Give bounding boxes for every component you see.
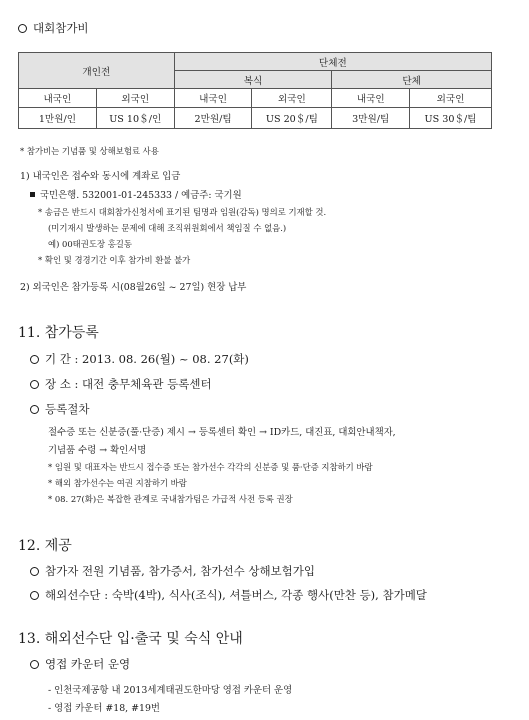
- col-header: 내국인: [332, 89, 410, 108]
- fee-note: * 송금은 반드시 대회참가신청서에 표기된 팀명과 임원(감독) 명의로 기재할 것.: [38, 207, 327, 217]
- provision-title: 12. 제공: [18, 538, 72, 554]
- procedure-line: 기념품 수령 → 확인서명: [48, 445, 147, 456]
- col-header: 외국인: [410, 89, 492, 108]
- circle-bullet-icon: [30, 591, 39, 600]
- fee-value: 1만원/인: [19, 108, 97, 129]
- circle-bullet-icon: [30, 567, 39, 576]
- fee-note: 예) 00태권도장 홍길동: [48, 239, 132, 249]
- registration-note: * 08. 27(화)은 복잡한 관계로 국내참가팀은 가급적 사전 등록 권장: [48, 494, 293, 504]
- counter-line: - 인천국제공항 내 2013세계태권도한마당 영접 카운터 운영: [48, 685, 293, 696]
- provision-item-text: 해외선수단 : 숙박(4박), 식사(조식), 셔틀버스, 각종 행사(만찬 등), 참가메달: [45, 588, 427, 602]
- square-bullet-icon: [30, 192, 35, 197]
- provision-item-text: 참가자 전원 기념품, 참가증서, 참가선수 상해보험가입: [45, 564, 315, 578]
- fee-note: * 확인 및 경경기간 이후 참가비 환불 불가: [38, 255, 191, 265]
- circle-bullet-icon: [30, 660, 39, 669]
- provision-item: [30, 563, 315, 579]
- fee-value: 3만원/팀: [332, 108, 410, 129]
- registration-place-text: 장 소 : 대전 충무체육관 등록센터: [45, 377, 212, 391]
- counter-line: - 영접 카운터 #18, #19번: [48, 703, 160, 714]
- registration-period: [30, 351, 249, 367]
- registration-procedure-heading: [30, 401, 89, 417]
- foreign-title: 2) 외국인은 참가등록 시(08월26일 ~ 27일) 현장 납부: [20, 282, 247, 293]
- fee-value: 2만원/팀: [174, 108, 252, 129]
- registration-title: 11. 참가등록: [18, 325, 99, 341]
- overseas-title: 13. 해외선수단 입·출국 및 숙식 안내: [18, 631, 243, 647]
- domestic-title: 1) 내국인은 접수와 동시에 계좌로 입금: [20, 171, 181, 182]
- fee-value: US 20＄/팀: [252, 108, 332, 129]
- bank-line: [30, 187, 242, 201]
- individual-header: 개인전: [19, 53, 175, 89]
- fee-heading-text: 대회참가비: [33, 21, 89, 35]
- team-sub-header: 단체: [332, 71, 492, 89]
- doubles-header: 복식: [174, 71, 332, 89]
- bank-line-text: 국민은행. 532001-01-245333 / 예금주: 국기원: [40, 190, 242, 201]
- provision-item: [30, 587, 427, 603]
- col-header: 외국인: [96, 89, 174, 108]
- fee-value: US 30＄/팀: [410, 108, 492, 129]
- col-header: 내국인: [174, 89, 252, 108]
- fee-table: [18, 52, 492, 129]
- registration-note: * 임원 및 대표자는 반드시 접수증 또는 참가선수 각각의 신분증 및 품·단증 지참하기 바람: [48, 462, 373, 472]
- circle-bullet-icon: [18, 24, 27, 33]
- counter-heading-text: 영접 카운터 운영: [45, 657, 131, 671]
- registration-place: [30, 376, 212, 392]
- counter-heading: [30, 656, 130, 672]
- registration-period-text: 기 간 : 2013. 08. 26(월) ~ 08. 27(화): [45, 352, 249, 366]
- procedure-line: 절수증 또는 신분증(풀·단증) 제시 → 등록센터 확인 → ID카드, 대진표, 대회안내책자,: [48, 427, 396, 438]
- registration-note: * 해외 참가선수는 여권 지참하기 바람: [48, 478, 187, 488]
- registration-procedure-heading-text: 등록절차: [45, 402, 90, 416]
- fee-footnote: * 참가비는 기념품 및 상해보험료 사용: [20, 146, 159, 156]
- fee-value: US 10＄/인: [96, 108, 174, 129]
- circle-bullet-icon: [30, 380, 39, 389]
- team-header: 단체전: [174, 53, 491, 71]
- circle-bullet-icon: [30, 405, 39, 414]
- col-header: 외국인: [252, 89, 332, 108]
- fee-heading: [18, 20, 89, 36]
- col-header: 내국인: [19, 89, 97, 108]
- circle-bullet-icon: [30, 355, 39, 364]
- fee-note: (미기재시 발생하는 문제에 대해 조직위원회에서 책임질 수 없음.): [48, 223, 287, 233]
